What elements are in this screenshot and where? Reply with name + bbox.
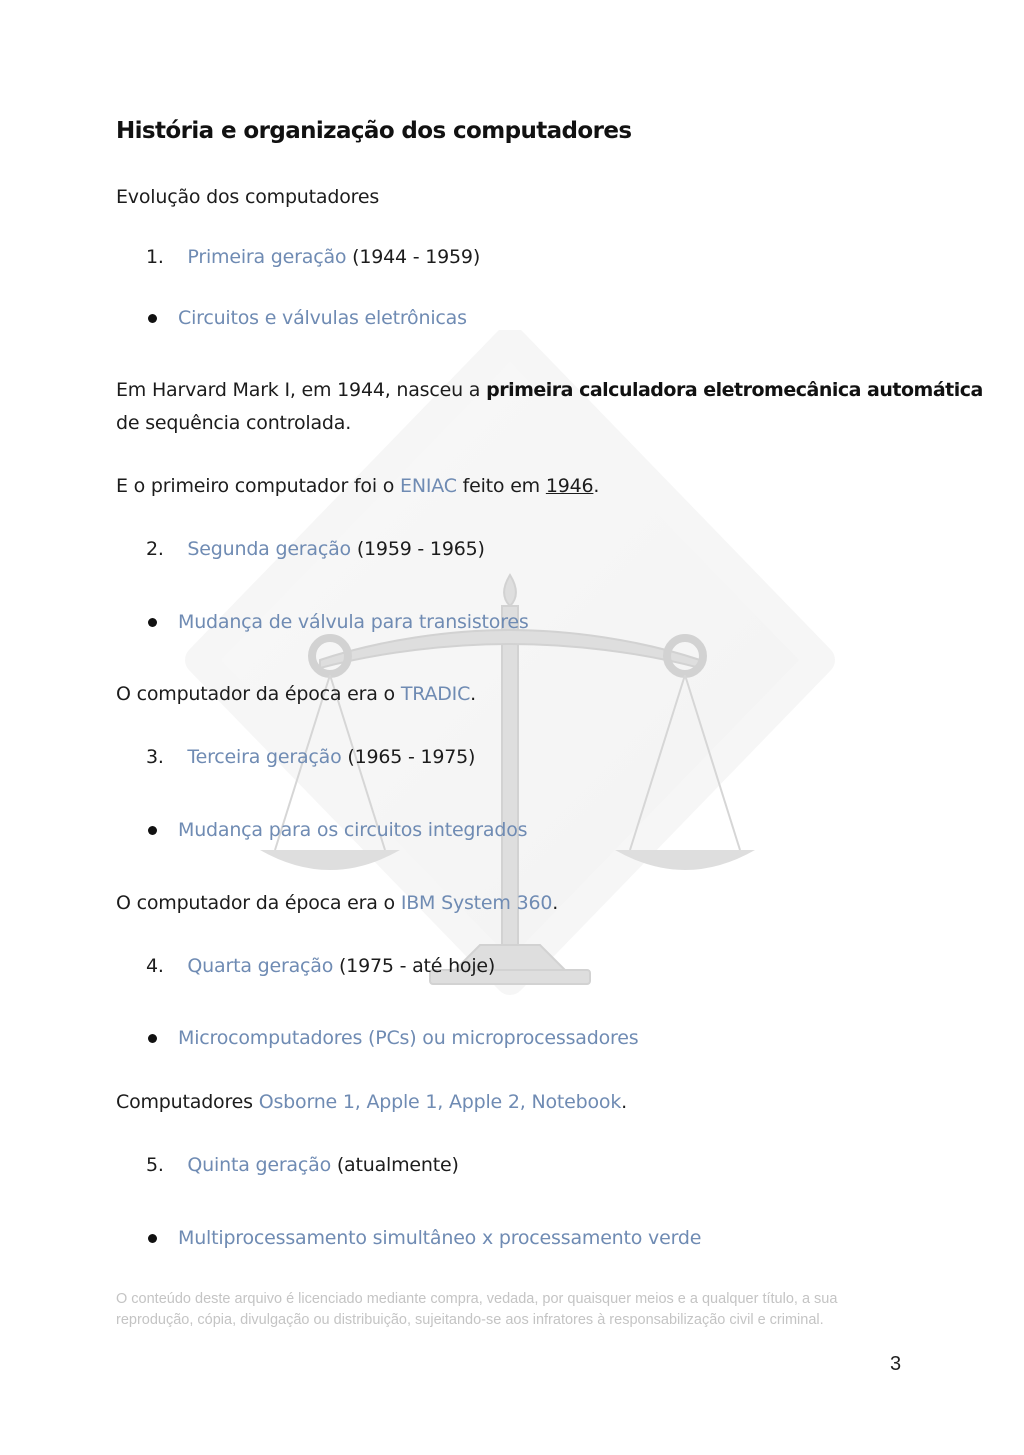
list-number: 4. (146, 955, 164, 977)
paragraph-text: . (621, 1091, 627, 1113)
paragraph-text: feito em (456, 475, 546, 497)
list-number: 2. (146, 538, 164, 560)
eniac-link[interactable]: ENIAC (400, 475, 457, 497)
ibm-system-link[interactable]: IBM System 360 (400, 892, 553, 914)
bullet-item[interactable]: Multiprocessamento simultâneo x processamento verde (178, 1227, 702, 1249)
bullet-icon (148, 1234, 157, 1243)
bullet-item[interactable]: Circuitos e válvulas eletrônicas (178, 307, 467, 329)
list-number: 3. (146, 746, 164, 768)
paragraph (116, 683, 476, 705)
generation-years: (atualmente) (331, 1154, 459, 1176)
generation-years: (1959 - 1965) (350, 538, 485, 560)
tradic-link[interactable]: TRADIC (400, 683, 471, 705)
list-item (146, 746, 475, 768)
bullet-icon (148, 314, 157, 323)
bold-text: primeira calculadora eletromecânica automática (486, 379, 983, 401)
generation-link[interactable]: Segunda geração (187, 538, 351, 560)
paragraph (116, 1091, 627, 1113)
page-number: 3 (890, 1353, 902, 1375)
paragraph-text: E o primeiro computador foi o (116, 475, 401, 497)
license-footer-line: O conteúdo deste arquivo é licenciado mediante compra, vedada, por quaisquer meios e a qualquer título, a sua (116, 1291, 838, 1307)
generation-link[interactable]: Primeira geração (187, 246, 347, 268)
year-underlined: 1946 (545, 475, 594, 497)
paragraph-line: de sequência controlada. (116, 412, 352, 434)
paragraph (116, 475, 599, 497)
bullet-icon (148, 826, 157, 835)
paragraph-text: O computador da época era o (116, 892, 401, 914)
generation-link[interactable]: Quinta geração (187, 1154, 331, 1176)
generation-years: (1944 - 1959) (346, 246, 481, 268)
license-footer-line: reprodução, cópia, divulgação ou distribuição, sujeitando-se aos infratores à responsabilização civil e criminal. (116, 1312, 824, 1328)
list-item (146, 538, 485, 560)
page-title: História e organização dos computadores (116, 118, 632, 144)
paragraph-text: Computadores (116, 1091, 259, 1113)
list-number: 1. (146, 246, 164, 268)
paragraph (116, 379, 983, 401)
computers-link[interactable]: Osborne 1, Apple 1, Apple 2, Notebook (258, 1091, 622, 1113)
paragraph (116, 892, 558, 914)
bullet-item[interactable]: Mudança de válvula para transistores (178, 611, 529, 633)
paragraph-text: . (470, 683, 476, 705)
bullet-icon (148, 618, 157, 627)
generation-years: (1975 - até hoje) (333, 955, 496, 977)
section-subtitle: Evolução dos computadores (116, 186, 380, 208)
list-item (146, 955, 495, 977)
bullet-icon (148, 1034, 157, 1043)
generation-link[interactable]: Quarta geração (187, 955, 334, 977)
generation-years: (1965 - 1975) (341, 746, 476, 768)
bullet-item[interactable]: Microcomputadores (PCs) ou microprocessadores (178, 1027, 639, 1049)
paragraph-text: O computador da época era o (116, 683, 401, 705)
bullet-item[interactable]: Mudança para os circuitos integrados (178, 819, 528, 841)
list-item (146, 1154, 459, 1176)
generation-link[interactable]: Terceira geração (187, 746, 342, 768)
paragraph-text: . (552, 892, 559, 914)
paragraph-text: Em Harvard Mark I, em 1944, nasceu a (116, 379, 487, 401)
list-number: 5. (146, 1154, 164, 1176)
list-item (146, 246, 480, 268)
paragraph-text: . (593, 475, 600, 497)
